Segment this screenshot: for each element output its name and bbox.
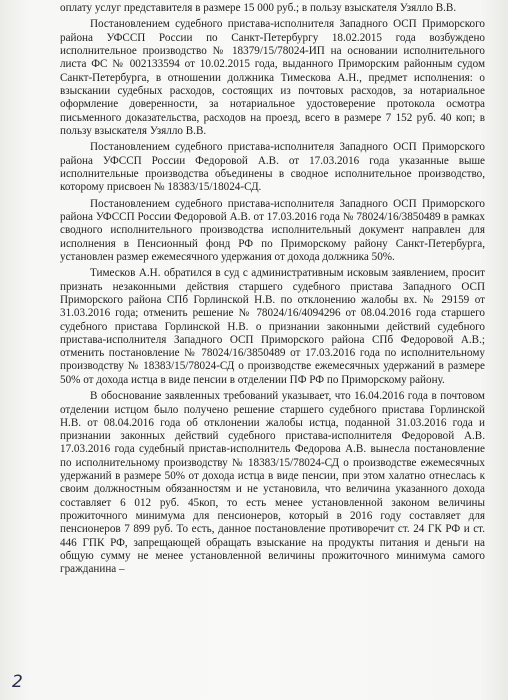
paragraph-claim: Тимесков А.Н. обратился в суд с административным исковым заявлением, просит признать незаконными действия старшего судебного пристава Западного ОСП Приморского района СПб Горлинской Н.В. по отклонению жалобы вх. № 29159 от 31.03.2016 года; отменить решение № 78024/16/4094296 от 08.04.2016 года старшего судебного пристава Горлинской Н.В. о признании законными действий судебного пристава-исполнителя Западного ОСП Приморского района СПб Федоровой А.В.; отменить постановление № 78024/16/3850489 от 17.03.2016 года по исполнительному производству № 18383/15/78024-СД о производстве ежемесячных удержаний в размере 50% от дохода истца в виде пенсии в отделении ПФ РФ по Приморскому району. [60, 267, 485, 386]
paragraph-continuation: оплату услуг представителя в размере 15 000 руб.; в пользу взыскателя Узялло В.В. [60, 2, 457, 14]
paragraph-enforcement-initiation: Постановлением судебного пристава-исполнителя Западного ОСП Приморского района УФССП России по Санкт-Петербургу 18.02.2015 года возбуждено исполнительное производство № 18379/15/78024-ИП на основании исполнительного листа ФС № 002133594 от 10.02.2015 года, выданного Приморским районным судом Санкт-Петербурга, в отношении должника Тимескова А.Н., предмет исполнения: о взыскании судебных расходов, состоящих из почтовых расходов, за нотариальное оформление доверенности, за нотариальное удостоверение протокола осмотра письменного доказательства, расходов на проезд, всего в размере 7 152 руб. 40 коп; в пользу взыскателя Узялло В.В. [60, 18, 485, 137]
paragraph-grounds: В обоснование заявленных требований указывает, что 16.04.2016 года в почтовом отделении истцом было получено решение старшего судебного пристава Горлинской Н.В. от 08.04.2016 года об отклонении жалобы истца, поданной 31.03.2016 года и признании законных действий судебного пристава-исполнителя Федоровой А.В. 17.03.2016 года судебный пристав-исполнитель Федорова А.В. вынесла постановление по исполнительному производству № 18383/15/78024-СД о производстве ежемесячных удержаний в размере 50% от дохода истца в виде пенсии, при этом халатно отнеслась к своим должностным обязанностям и не установила, что величина указанного дохода составляет 6 012 руб. 45коп, то есть менее установленной законом величины прожиточного минимума для пенсионеров, который в 2016 году составляет для пенсионеров 7 899 руб. То есть, данное постановление противоречит ст. 24 ГК РФ и ст. 446 ГПК РФ, запрещающей обращать взыскание на продукты питания и деньги на общую сумму не менее установленной величины прожиточного минимума самого гражданина – [60, 390, 485, 576]
paragraph-pension-deduction: Постановлением судебного пристава-исполнителя Западного ОСП Приморского района УФССП России Федоровой А.В. от 17.03.2016 года № 78024/16/3850489 в рамках сводного исполнительного производства исполнительный документ направлен для исполнения в Пенсионный фонд РФ по Приморскому району Санкт-Петербурга, установлен размер ежемесячного удержания от дохода должника 50%. [60, 197, 485, 263]
paragraph-consolidation: Постановлением судебного пристава-исполнителя Западного ОСП Приморского района УФССП России Федоровой А.В. от 17.03.2016 года указанные выше исполнительные производства объединены в сводное исполнительное производство, которому присвоен № 18383/15/18024-СД. [60, 141, 485, 194]
page-number: 2 [12, 672, 23, 692]
document-body [60, 2, 485, 580]
